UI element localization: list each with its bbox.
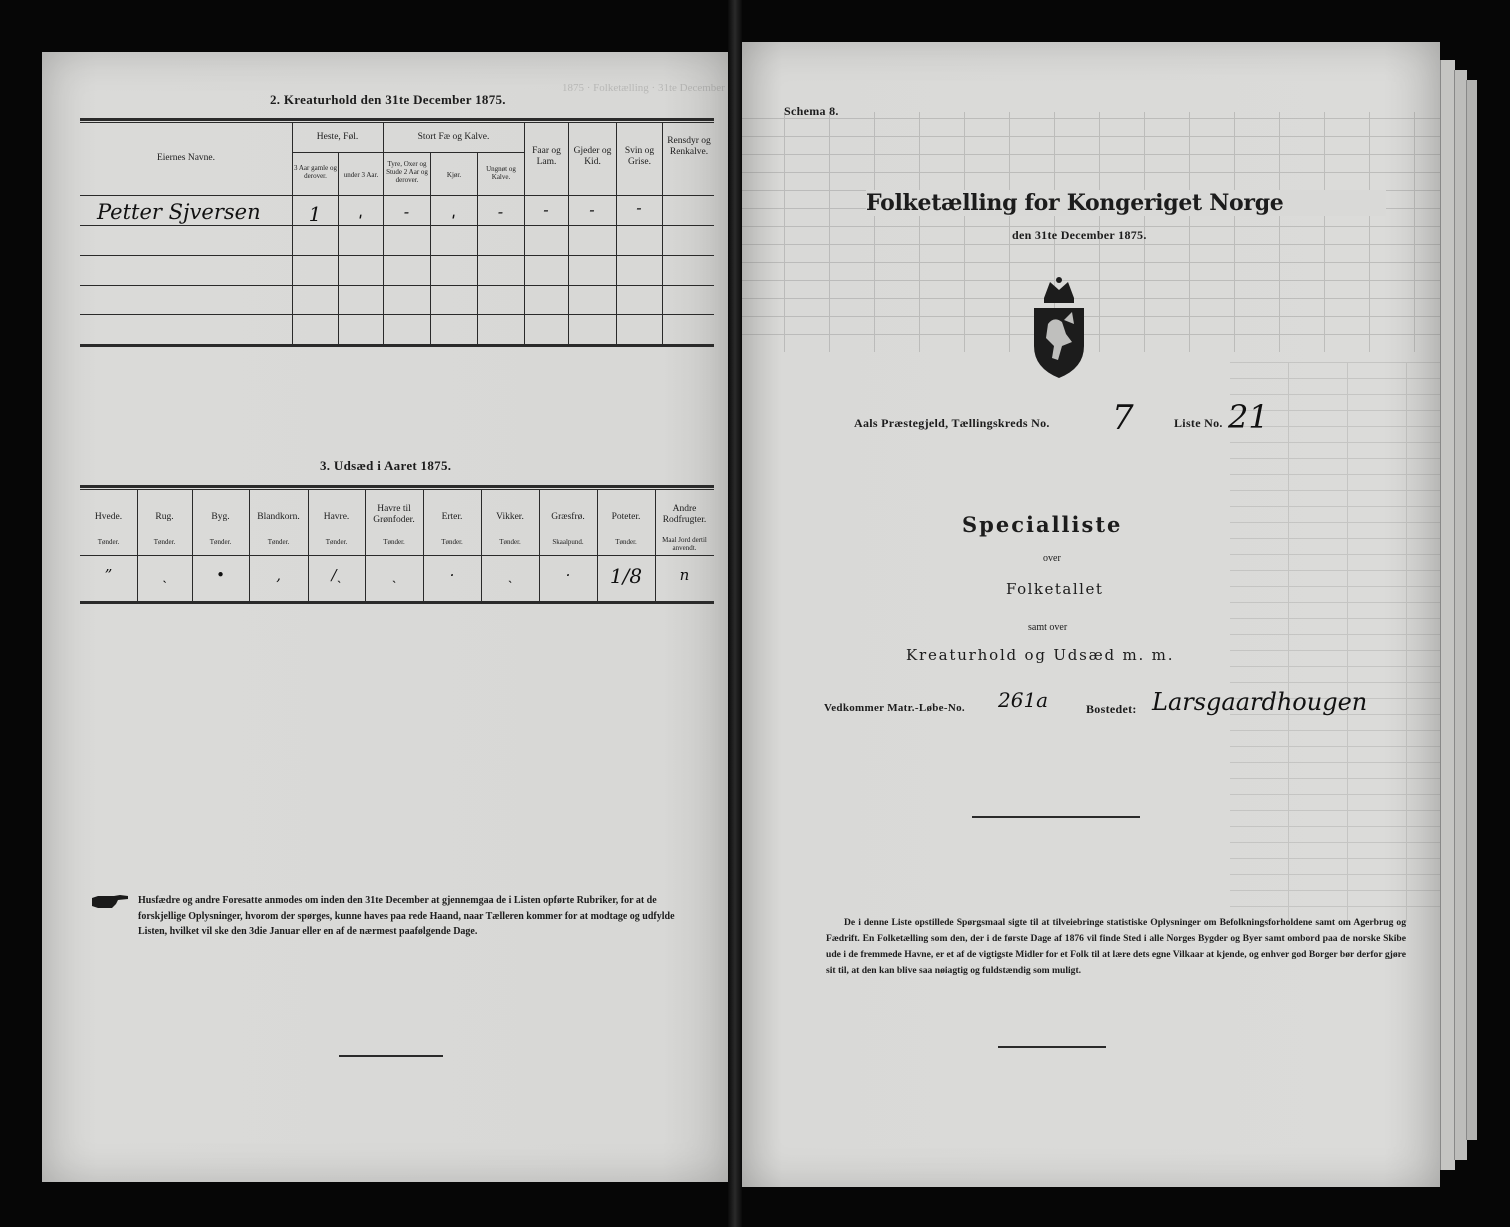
separator-line: [972, 816, 1140, 818]
seed-value-cell: n: [679, 566, 690, 584]
right-page: [740, 42, 1440, 1187]
seed-col-header: Rug.: [155, 512, 174, 522]
footer-paragraph: De i denne Liste opstillede Spørgsmaal sigte til at tilveiebringe statistiske Oplysninger om Befolkningsforholdene samt om Agerbrug og Fædrift. En Folketælling som den, der i de første Dage af 1876 vil finde Sted i alle Norges Bygder og Byer samt ombord paa de norske Skibe ude i de fremmede Havne, er et af de vigtigste Midler for et Folk til at lære dets egne Vilkaar at kjende, og enhver god Borger bør derfor gjøre sit til, at den kan blive saa nøiagtig og fuldstændig som muligt.: [826, 917, 1406, 976]
seed-value-cell: 1/8: [609, 564, 643, 588]
bosted-value: Larsgaardhougen: [1152, 688, 1368, 716]
seed-value-cell: ‚: [276, 566, 281, 584]
separator-line: [998, 1046, 1106, 1048]
seed-col-header: Hvede.: [94, 512, 123, 522]
bleed-through-text: 1875 · Folketælling · 31te December: [562, 82, 725, 94]
cell-horses-old: 1: [308, 202, 322, 226]
folketallet-heading: Folketallet: [1006, 580, 1104, 598]
seed-col-header: Havre.: [323, 512, 350, 522]
seed-col-header: Græsfrø.: [551, 512, 585, 522]
col-horses-old: 3 Aar gamle og derover.: [294, 164, 337, 180]
cell-goats: -: [589, 200, 595, 219]
seed-col-header: Blandkorn.: [257, 512, 300, 522]
seed-value-cell: ”: [104, 566, 113, 584]
col-pigs: Svin og Grise.: [624, 146, 655, 167]
left-page: [42, 52, 732, 1182]
seed-col-unit: Tønder.: [383, 538, 405, 546]
matr-label: Vedkommer Matr.-Løbe-No.: [824, 702, 965, 714]
col-horses-young: under 3 Aar.: [343, 171, 379, 179]
cell-young-cattle: -: [497, 202, 504, 221]
seed-col-unit: Tønder.: [209, 538, 232, 546]
seed-value-cell: ˎ: [507, 566, 513, 584]
col-horses: Heste, Føl.: [316, 132, 359, 142]
seed-col-unit: Tønder.: [441, 538, 463, 546]
liste-label: Liste No.: [1174, 416, 1223, 430]
separator-line: [339, 1055, 443, 1057]
page-edge: [1466, 80, 1477, 1140]
seed-col-unit: Tønder.: [153, 538, 176, 546]
notice-text: Husfædre og andre Foresatte anmodes om inden den 31te December at gjennemgaa de i Listen opførte Rubriker, for at de forskjellige Oplysninger, hvorom der spørges, kunne haves paa rede Haand, naar Tælleren kommer for at modtage og udfylde Listen, hvilket vil ske den 3die Januar eller en af de nærmest paafølgende Dage.: [138, 895, 675, 937]
page-edge: [1440, 60, 1455, 1170]
seed-col-header: Byg.: [211, 512, 230, 522]
seed-value-cell: •: [216, 566, 225, 584]
liste-number: 21: [1228, 398, 1269, 436]
cell-oxen: -: [403, 202, 410, 221]
date-line: den 31te December 1875.: [1012, 228, 1147, 242]
section2-title: 2. Kreaturhold den 31te December 1875.: [270, 92, 506, 107]
seed-col-header: Andre Rodfrugter.: [662, 504, 707, 525]
schema-label: Schema 8.: [784, 104, 839, 118]
col-sheep: Faar og Lam.: [532, 146, 561, 167]
seed-col-header: Erter.: [441, 512, 463, 522]
cell-horses-young: ˌ: [358, 202, 363, 221]
seed-col-unit: Tønder.: [499, 538, 521, 546]
seed-value-cell: ˎ: [162, 566, 167, 584]
pointing-hand-icon: [90, 892, 130, 912]
seed-value-cell: /ˎ: [331, 566, 342, 584]
seed-col-unit: Tønder.: [325, 538, 348, 546]
col-reindeer: Rensdyr og Renkalve.: [667, 136, 711, 157]
col-owner-names: Eiernes Navne.: [156, 153, 216, 163]
seed-col-header: Havre til Grønfoder.: [373, 504, 415, 525]
seed-col-unit: Tønder.: [97, 538, 120, 546]
over-text: over: [1043, 553, 1061, 564]
parish-label: Aals Præstegjeld, Tællingskreds No.: [854, 416, 1050, 430]
matr-number: 261a: [998, 688, 1049, 712]
seed-col-unit: Tønder.: [615, 538, 637, 546]
seed-col-header: Poteter.: [611, 512, 641, 522]
kreaturhold-heading: Kreaturhold og Udsæd m. m.: [906, 646, 1175, 664]
seed-value-cell: ·: [449, 566, 455, 584]
seed-value-cell: ˎ: [391, 566, 397, 584]
col-cows: Kjør.: [446, 171, 462, 179]
col-young-cattle: Ungnøt og Kalve.: [486, 165, 516, 181]
col-cattle: Stort Fæ og Kalve.: [417, 132, 490, 142]
seed-col-header: Vikker.: [496, 512, 524, 522]
section3-title: 3. Udsæd i Aaret 1875.: [320, 458, 452, 473]
cell-pigs: -: [636, 198, 642, 217]
seed-col-unit: Maal Jord dertil anvendt.: [662, 536, 707, 552]
owner-name-cell: Petter Sjversen: [97, 200, 261, 224]
coat-of-arms-icon: [1028, 276, 1090, 380]
specialliste-heading: Specialliste: [962, 512, 1123, 537]
col-oxen: Tyre, Oxer og Stude 2 Aar og derover.: [386, 160, 428, 184]
samt-over-text: samt over: [1028, 622, 1068, 633]
seed-value-cell: ·: [565, 566, 571, 584]
book-spine: [728, 0, 742, 1227]
seed-col-unit: Skaalpund.: [552, 538, 584, 546]
bosted-label: Bostedet:: [1086, 702, 1137, 716]
col-goats: Gjeder og Kid.: [573, 146, 612, 167]
bleed-through-grid: [1230, 362, 1440, 922]
tallingskreds-number: 7: [1112, 398, 1134, 438]
cell-sheep: -: [543, 200, 549, 219]
seed-col-unit: Tønder.: [267, 538, 290, 546]
main-title: Folketælling for Kongeriget Norge: [866, 190, 1386, 216]
cell-cows: ˌ: [451, 202, 456, 221]
